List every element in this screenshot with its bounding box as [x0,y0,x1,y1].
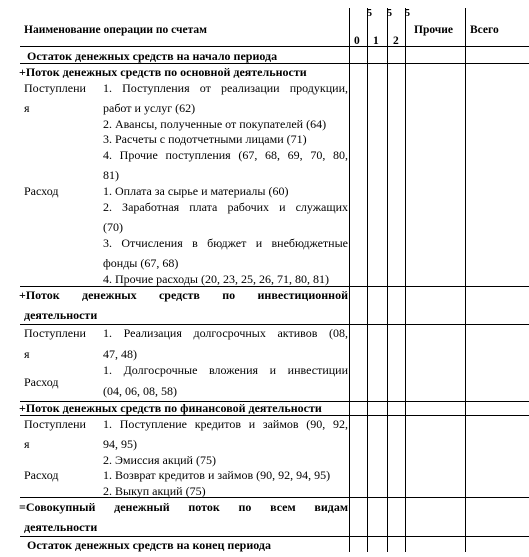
total-flow-title-cont: деятельности [24,520,98,534]
col-divider-operation [349,8,350,552]
investing-receipts-label: Поступлени [24,326,86,340]
operating-receipts-label: Поступлени [24,81,86,95]
header-col-52-top: 5 [405,8,410,19]
investing-receipt-1-cont: 47, 48) [103,347,137,361]
col-divider-52 [405,8,406,552]
opening-balance-label: Остаток денежных средств на начало периода [27,49,278,63]
operating-receipts-label-cont: я [24,101,30,115]
investing-receipts-label-cont: я [24,347,30,361]
investing-expense-label: Расход [24,375,59,389]
operating-flow-title: +Поток денежных средств по основной деятельности [19,65,307,79]
operating-expense-3: 3. Отчисления в бюджет и внебюджетные [103,236,348,250]
header-col-51-bottom: 1 [373,35,379,47]
col-divider-other [465,8,466,552]
investing-flow-title: +Поток денежных средств по инвестиционной [19,288,348,302]
financing-flow-title: +Поток денежных средств по финансовой деятельности [19,401,322,415]
header-col-50-top: 5 [367,8,372,19]
operating-receipt-4: 4. Прочие поступления (67, 68, 69, 70, 80, [103,148,348,162]
operating-expense-2-cont: (70) [103,220,123,234]
financing-expense-2: 2. Выкуп акций (75) [103,484,206,498]
header-other: Прочие [414,24,454,36]
operating-expense-label: Расход [24,184,59,198]
operating-expense-3-cont: фонды (67, 68) [103,256,179,270]
header-col-50-bottom: 0 [354,35,360,47]
investing-expense-1-cont: (04, 06, 08, 58) [103,384,177,398]
financing-receipt-1-cont: 94, 95) [103,437,137,451]
investing-receipt-1: 1. Реализация долгосрочных активов (08, [103,326,348,340]
col-divider-50 [367,8,368,552]
financing-receipt-1: 1. Поступление кредитов и займов (90, 92, [103,417,348,431]
operating-receipt-1: 1. Поступления от реализации продукции, [103,81,348,95]
row-divider [20,497,529,498]
operating-receipt-3: 3. Расчеты с подотчетными лицами (71) [103,132,307,146]
operating-receipt-1-cont: работ и услуг (62) [103,101,196,115]
investing-flow-title-cont: деятельности [24,308,98,322]
operating-expense-2: 2. Заработная плата рабочих и служащих [103,200,348,214]
financing-expense-label: Расход [24,468,59,482]
header-operation: Наименование операции по счетам [24,24,208,36]
operating-expense-4: 4. Прочие расходы (20, 23, 25, 26, 71, 80, 81) [103,272,329,286]
header-total: Всего [470,24,499,36]
header-col-52-bottom: 2 [393,35,399,47]
financing-expense-1: 1. Возврат кредитов и займов (90, 92, 94, 95) [103,468,331,482]
operating-expense-1: 1. Оплата за сырье и материалы (60) [103,184,289,198]
operating-receipt-4-cont: 81) [103,168,119,182]
operating-receipt-2: 2. Авансы, полученные от покупателей (64) [103,117,327,131]
financing-receipts-label: Поступлени [24,417,86,431]
financing-receipts-label-cont: я [24,437,30,451]
closing-balance-label: Остаток денежных средств на конец периода [27,538,271,552]
total-flow-title: =Совокупный денежный поток по всем видам [19,500,348,514]
col-divider-51 [387,8,388,552]
financing-receipt-2: 2. Эмиссия акций (75) [103,453,216,467]
header-col-51-top: 5 [387,8,392,19]
row-divider [20,46,529,47]
investing-expense-1: 1. Долгосрочные вложения и инвестиции [103,363,348,377]
